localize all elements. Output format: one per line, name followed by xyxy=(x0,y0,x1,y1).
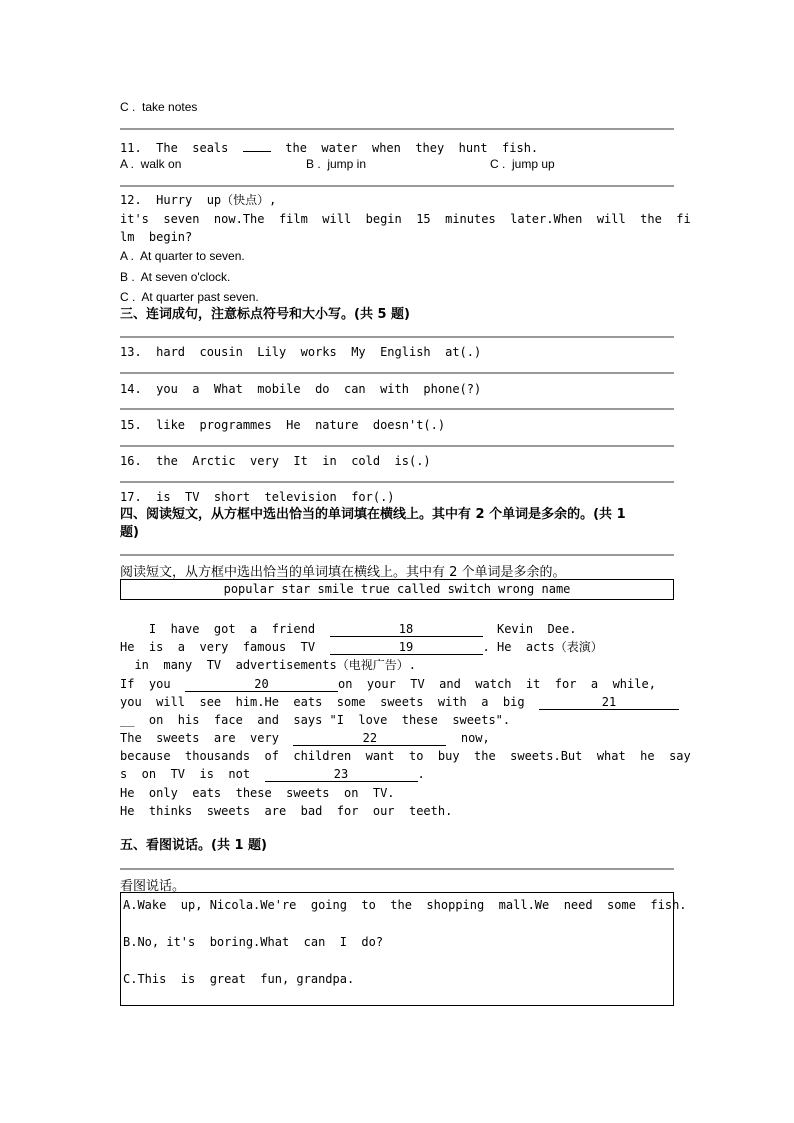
q12-line-3: lm begin? xyxy=(120,230,193,244)
divider xyxy=(120,185,674,187)
q12-line-1: 12. Hurry up（快点）, xyxy=(120,193,277,207)
passage-line-4 xyxy=(120,676,656,692)
passage-text: . He acts（表演） xyxy=(482,640,603,654)
q11-stem xyxy=(120,137,538,156)
section4-instruction: 阅读短文，从方框中选出恰当的单词填在横线上。其中有 2 个单词是多余的。 xyxy=(120,565,566,580)
passage-text: I have got a friend xyxy=(120,622,330,636)
blank-20[interactable]: 20 xyxy=(185,677,338,692)
passage-line-7 xyxy=(120,730,490,746)
q17: 17. is TV short television for(.) xyxy=(120,490,395,504)
blank-23[interactable]: 23 xyxy=(265,767,418,782)
q11-option-c: C . jump up xyxy=(490,157,555,171)
section5-instruction: 看图说话。 xyxy=(120,879,186,894)
dialogue-line-c: C.This is great fun, grandpa. xyxy=(123,972,355,986)
passage-text: on your TV and watch it for a while, xyxy=(338,677,656,691)
q15: 15. like programmes He nature doesn't(.) xyxy=(120,418,446,432)
passage-line-5 xyxy=(120,694,679,710)
blank-21[interactable]: 21 xyxy=(539,695,679,710)
passage-line-8: because thousands of children want to buy the sweets.But what he say xyxy=(120,749,691,763)
divider xyxy=(120,408,674,410)
passage-line-2 xyxy=(120,639,603,655)
blank-18[interactable]: 18 xyxy=(330,622,483,637)
word-box: popular star smile true called switch wrong name xyxy=(120,579,674,600)
passage-line-10: He only eats these sweets on TV. xyxy=(120,786,395,800)
q12-option-b: B . At seven o'clock. xyxy=(120,270,231,284)
q11-option-a: A . walk on xyxy=(120,157,182,171)
section3-heading: 三、连词成句，注意标点符号和大小写。(共 5 题) xyxy=(120,307,410,322)
divider xyxy=(120,554,674,556)
dialogue-line-b: B.No, it's boring.What can I do? xyxy=(123,935,384,949)
passage-text: . xyxy=(417,767,425,781)
passage-text: If you xyxy=(120,677,186,691)
passage-line-11: He thinks sweets are bad for our teeth. xyxy=(120,804,453,818)
q14: 14. you a What mobile do can with phone(?) xyxy=(120,382,482,396)
dialogue-line-a: A.Wake up, Nicola.We're going to the shopping mall.We need some fish. xyxy=(123,898,687,912)
passage-line-1 xyxy=(120,621,576,637)
passage-line-6: __ on his face and says "I love these sweets". xyxy=(120,713,511,727)
passage-text: Kevin Dee. xyxy=(482,622,577,636)
blank-19[interactable]: 19 xyxy=(330,640,483,655)
passage-text: The sweets are very xyxy=(120,731,294,745)
passage-line-3: in many TV advertisements（电视广告）. xyxy=(120,658,416,672)
divider xyxy=(120,481,674,483)
q13: 13. hard cousin Lily works My English at(.) xyxy=(120,345,482,359)
divider xyxy=(120,336,674,338)
divider xyxy=(120,445,674,447)
q11-option-b: B . jump in xyxy=(306,157,367,171)
dialogue-box xyxy=(120,892,687,1006)
q11-blank[interactable] xyxy=(243,137,271,152)
section4-heading-line-2: 题) xyxy=(120,525,139,540)
q11-stem-after: the water when they hunt fish. xyxy=(270,141,539,155)
divider xyxy=(120,868,674,870)
q11-stem-before: 11. The seals xyxy=(120,141,243,155)
passage-text: you will see him.He eats some sweets with a big xyxy=(120,695,540,709)
passage-text: He is a very famous TV xyxy=(120,640,330,654)
q16: 16. the Arctic very It in cold is(.) xyxy=(120,454,431,468)
blank-22[interactable]: 22 xyxy=(293,731,446,746)
q12-line-2: it's seven now.The film will begin 15 minutes later.When will the fi xyxy=(120,212,691,226)
q10-option-c: C . take notes xyxy=(120,100,198,114)
passage-line-9 xyxy=(120,766,425,782)
q12-option-a: A . At quarter to seven. xyxy=(120,249,245,263)
divider xyxy=(120,372,674,374)
section4-heading-line-1: 四、阅读短文，从方框中选出恰当的单词填在横线上。其中有 2 个单词是多余的。(共 1 xyxy=(120,507,626,522)
divider xyxy=(120,128,674,130)
passage-text: now, xyxy=(446,731,490,745)
q12-option-c: C . At quarter past seven. xyxy=(120,290,259,304)
section5-heading: 五、看图说话。(共 1 题) xyxy=(120,838,267,853)
passage-text: s on TV is not xyxy=(120,767,265,781)
